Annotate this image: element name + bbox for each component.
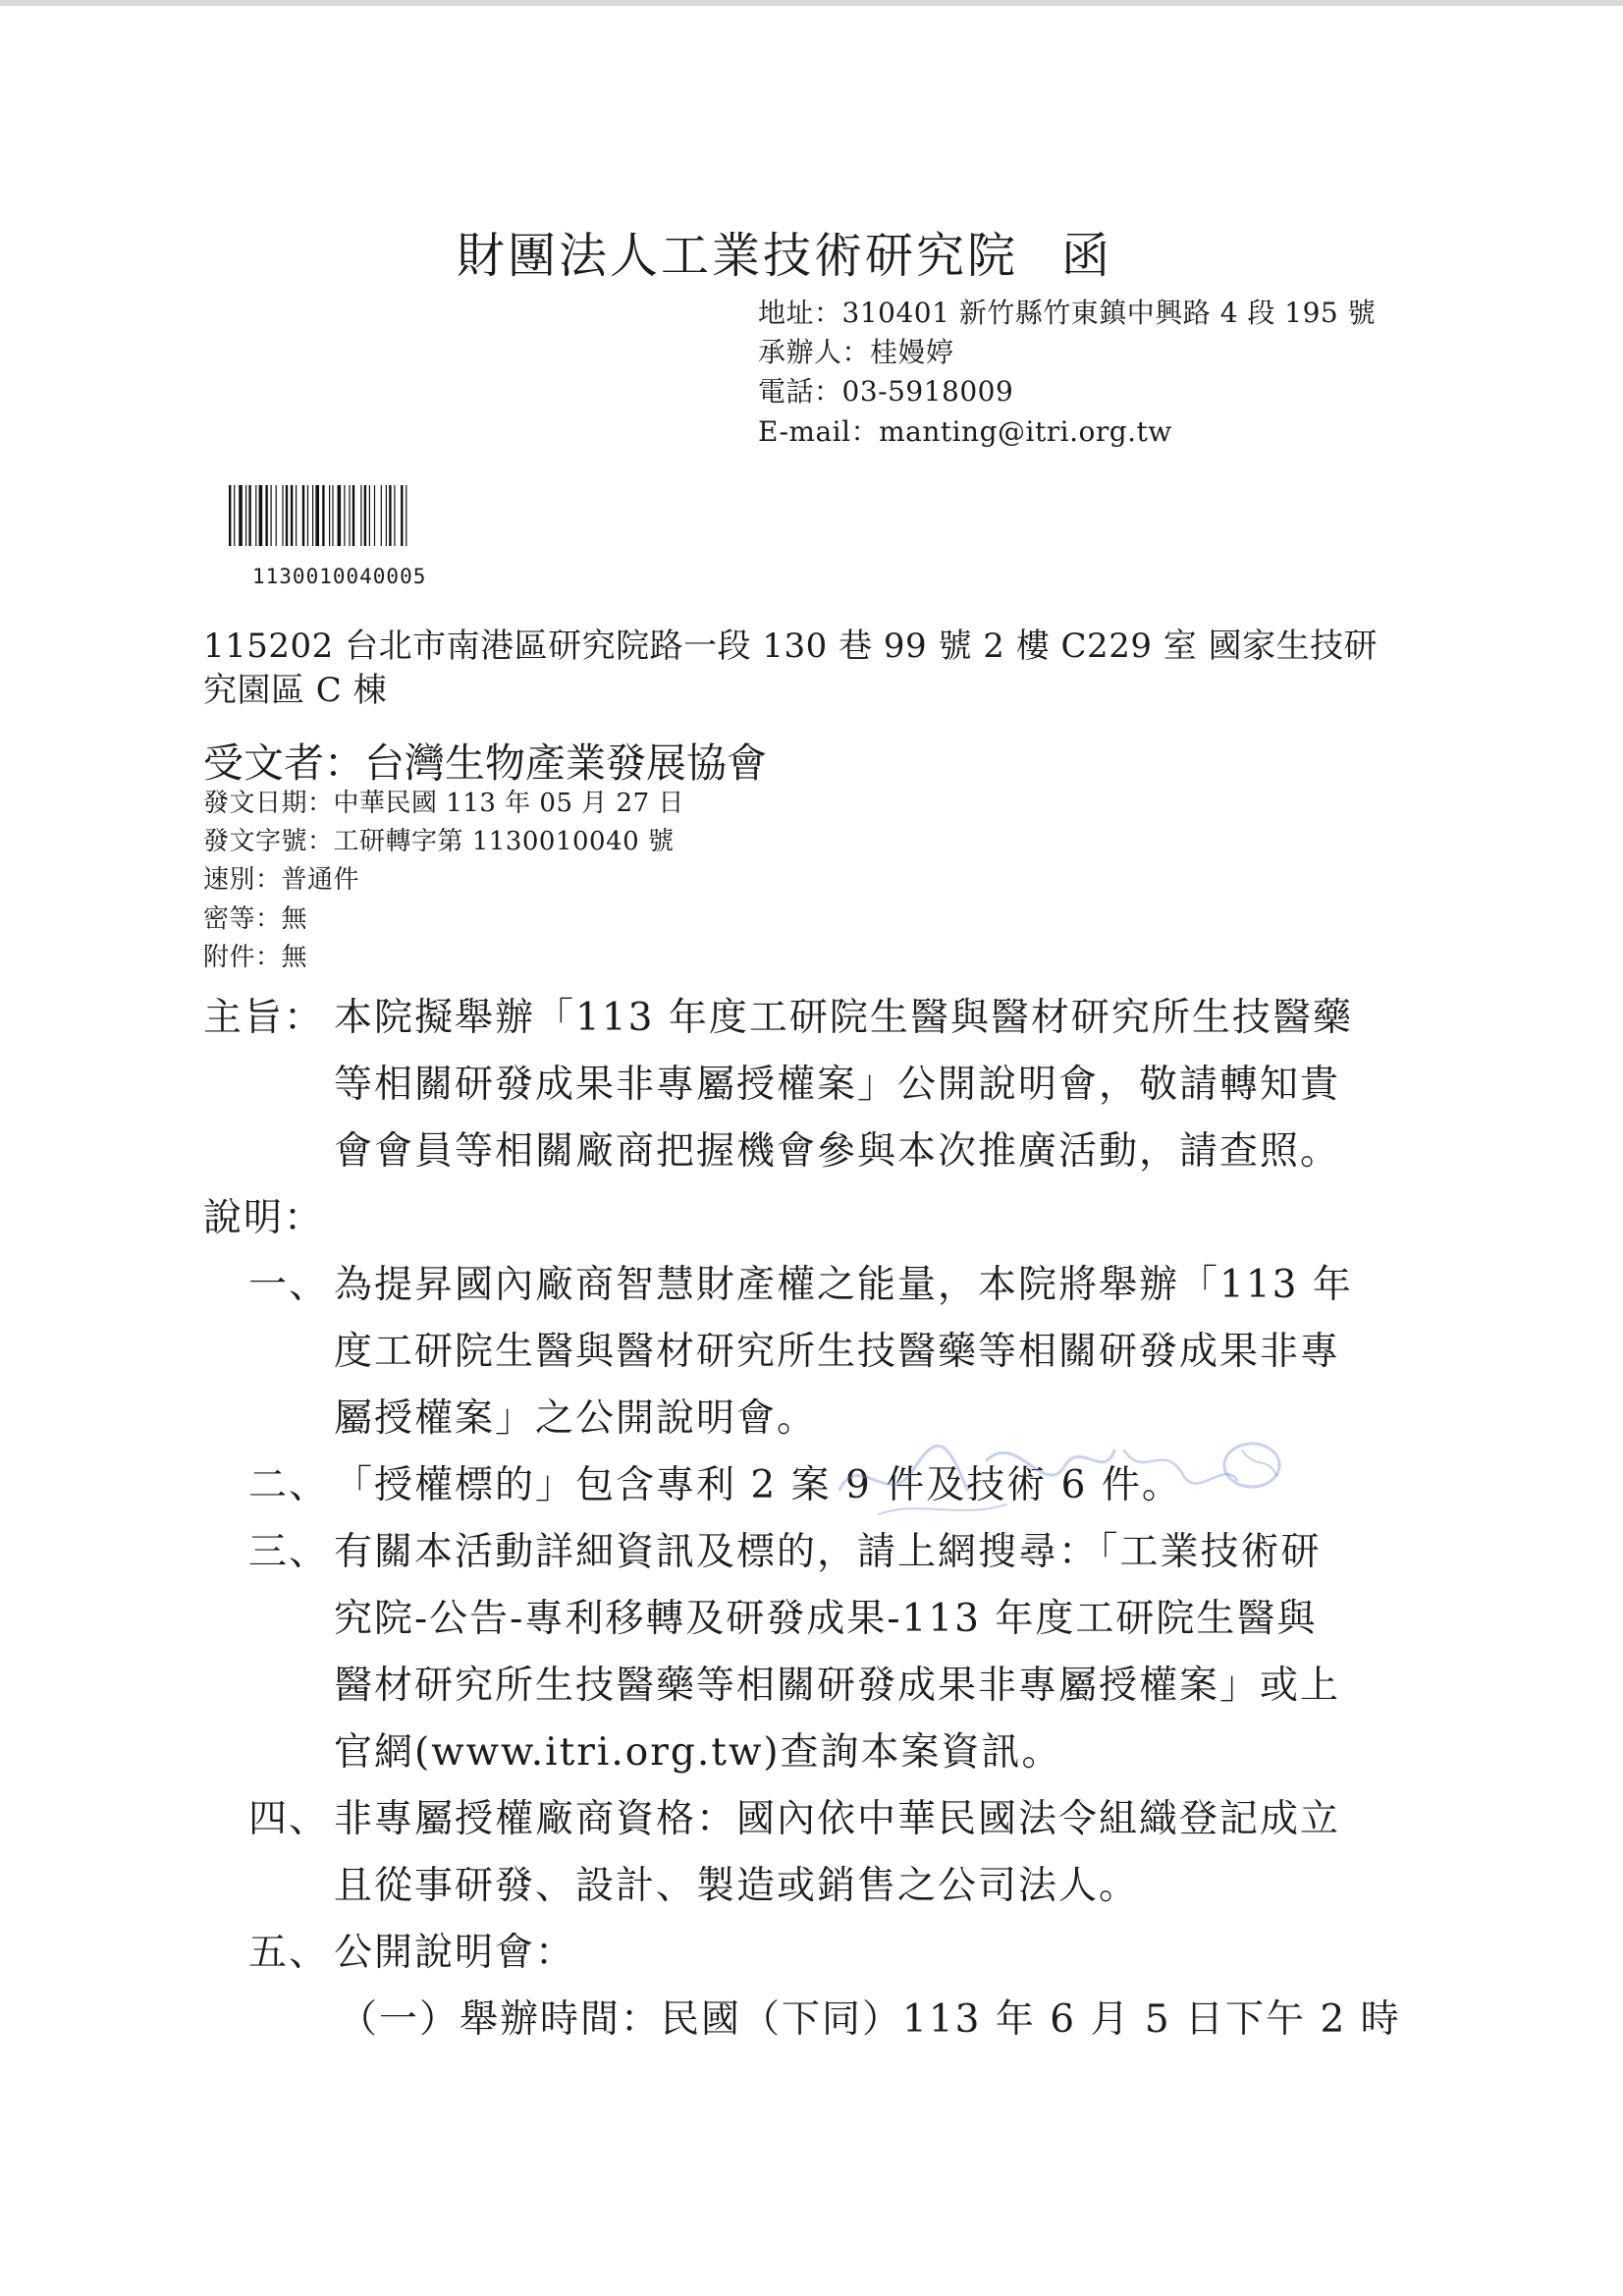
- letter-type: 函: [1061, 228, 1113, 284]
- letter-title: [457, 218, 1112, 287]
- attachments: 附件：無: [203, 943, 308, 972]
- document-number: 發文字號：工研轉字第 1130010040 號: [203, 827, 675, 856]
- item-line: 官網(www.itri.org.tw)查詢本案資訊。: [334, 1730, 1062, 1775]
- item-marker: 三、: [248, 1530, 330, 1574]
- contact-address: 地址：310401 新竹縣竹東鎮中興路 4 段 195 號: [758, 297, 1377, 329]
- subject-line: 等相關研發成果非專屬授權案」公開說明會，敬請轉知貴: [334, 1063, 1341, 1107]
- recipient: 受文者：台灣生物產業發展協會: [203, 739, 767, 787]
- subject-line: 本院擬舉辦「113 年度工研院生醫與醫材研究所生技醫藥: [334, 996, 1353, 1040]
- item-line: 屬授權案」之公開說明會。: [334, 1396, 818, 1441]
- sub-item-line: （一）舉辦時間：民國（下同）113 年 6 月 5 日下午 2 時: [339, 1997, 1401, 2042]
- item-line: 有關本活動詳細資訊及標的，請上網搜尋：「工業技術研: [334, 1530, 1322, 1574]
- item-line: 非專屬授權廠商資格：國內依中華民國法令組織登記成立: [334, 1797, 1341, 1841]
- contact-phone: 電話：03-5918009: [758, 375, 1014, 408]
- contact-person: 承辦人：桂嫚婷: [758, 336, 954, 368]
- contact-email: E-mail：manting@itri.org.tw: [758, 415, 1172, 448]
- item-line: 究院-公告-專利移轉及研發成果-113 年度工研院生醫與: [334, 1597, 1318, 1641]
- signature-stamp: [820, 1421, 1291, 1537]
- item-marker: 五、: [248, 1931, 330, 1975]
- item-line: 「授權標的」包含專利 2 案 9 件及技術 6 件。: [334, 1463, 1182, 1507]
- recipient-address-line: 究園區 C 棟: [203, 671, 388, 710]
- item-line: 度工研院生醫與醫材研究所生技醫藥等相關研發成果非專: [334, 1330, 1341, 1374]
- security-level: 密等：無: [203, 904, 308, 934]
- recipient-address-line: 115202 台北市南港區研究院路一段 130 巷 99 號 2 樓 C229 室 國家生技研: [203, 627, 1379, 666]
- organization-name: 財團法人工業技術研究院: [457, 228, 1019, 284]
- item-marker: 四、: [248, 1797, 330, 1841]
- issue-date: 發文日期：中華民國 113 年 05 月 27 日: [203, 789, 684, 818]
- item-line: 公開說明會：: [334, 1931, 576, 1975]
- item-marker: 一、: [248, 1263, 330, 1307]
- barcode-number: 1130010040005: [252, 565, 427, 588]
- explanation-label: 說明：: [203, 1196, 325, 1240]
- subject-label: 主旨：: [203, 996, 325, 1040]
- scan-top-edge: [0, 0, 1623, 6]
- item-line: 為提昇國內廠商智慧財產權之能量，本院將舉辦「113 年: [334, 1263, 1353, 1307]
- item-line: 且從事研發、設計、製造或銷售之公司法人。: [334, 1864, 1140, 1908]
- barcode-image: [229, 485, 464, 546]
- delivery-speed: 速別：普通件: [203, 865, 360, 895]
- subject-line: 會會員等相關廠商把握機會參與本次推廣活動，請查照。: [334, 1129, 1341, 1174]
- item-line: 醫材研究所生技醫藥等相關研發成果非專屬授權案」或上: [334, 1664, 1341, 1708]
- item-marker: 二、: [248, 1463, 330, 1507]
